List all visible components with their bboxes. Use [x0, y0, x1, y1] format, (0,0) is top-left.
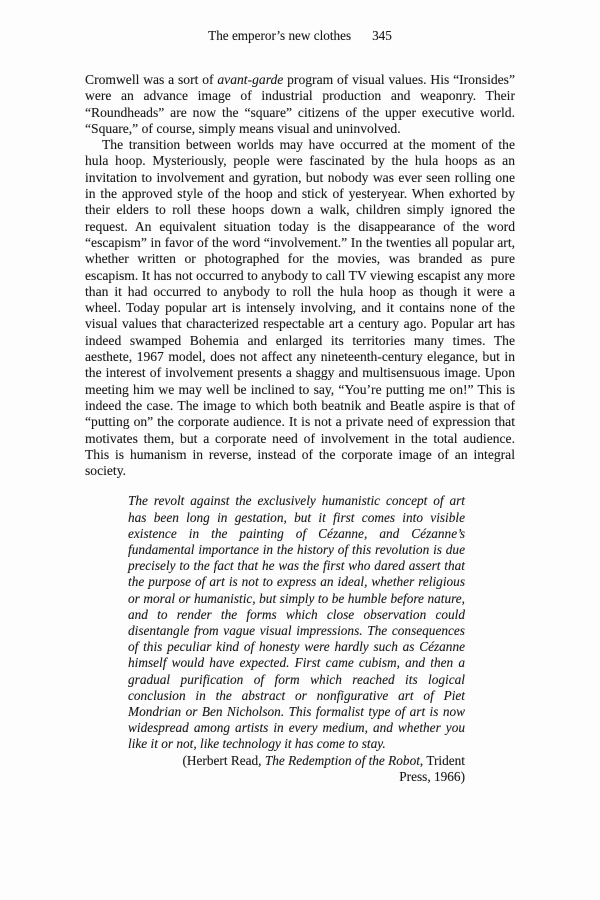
attribution-author: (Herbert Read, [182, 752, 265, 768]
running-header-title: The emperor’s new clothes [208, 28, 352, 43]
quote-text: The revolt against the exclusively humanistic concept of art has been long in gestation, but it first comes into visible existence in the painting of Cézanne, and Cézanne’s fundamental importance in the history of this revolution is due precisely to the fact that he was the first who dared assert that the purpose of art is not to express an ideal, whether religious or moral or humanistic, but simply to be humble before nature, and to render the forms which close observation could disentangle from vague visual impressions. The consequences of this peculiar kind of honesty were hardly such as Cézanne himself would have expected. First came cubism, and then a gradual purification of form which reached its logical conclusion in the abstract or nonfigurative art of Piet Mondrian or Ben Nicholson. This formalist type of art is now widespread among artists in every medium, and whether you like it or not, like technology it has come to stay. [128, 493, 465, 752]
paragraph-1-text: Cromwell was a sort of [85, 72, 218, 87]
paragraph-2: The transition between worlds may have occurred at the moment of the hula hoop. Mysteriously, people were fascinated by the hula hoops as an invitation to involvement and gyration, but nobody was ever seen rolling one in the approved style of the hoop and stick of yesteryear. When exhorted by their elders to roll these hoops down a walk, children simply ignored the request. An equivalent situation today is the disappearance of the word “escapism” in favor of the word “involvement.” In the twenties all popular art, whether written or photographed for the movies, was branded as pure escapism. It has not occurred to anybody to call TV viewing escapist any more than it had occurred to anybody to roll the hula hoop as though it were a wheel. Today popular art is intensely involving, and it contains none of the visual values that characterized respectable art a century ago. Popular art has indeed swamped Bohemia and enlarged its territories many times. The aesthete, 1967 model, does not affect any nineteenth-century elegance, but in the interest of involvement presents a shaggy and multisensuous image. Upon meeting him we may well be inclined to say, “You’re putting me on!” This is indeed the case. The image to which both beatnik and Beatle aspire is that of “putting on” the corporate audience. It is not a private need of expression that motivates them, but a corporate need of involvement in the total audience. This is humanism in reverse, instead of the corporate image of an integral society. [85, 137, 515, 479]
block-quote [128, 493, 465, 785]
page-number: 345 [372, 28, 392, 43]
paragraph-1-text-continued: program of visual values. His “Ironsides” were an advance image of industrial production and weaponry. Their “Roundheads” are now the “square” citizens of the upper executive world. “Square,” of course, simply means visual and uninvolved. [85, 72, 516, 136]
attribution-line-1 [182, 753, 465, 768]
italic-term-avant-garde: avant-garde [217, 72, 284, 87]
attribution-publisher: , Trident [419, 752, 465, 768]
attribution-book-title: The Redemption of the Robot [264, 752, 420, 768]
attribution-line-2: Press, 1966) [399, 768, 465, 784]
paragraph-1 [85, 72, 515, 137]
text-column [85, 72, 515, 785]
quote-attribution [128, 753, 465, 785]
running-header [0, 28, 600, 43]
